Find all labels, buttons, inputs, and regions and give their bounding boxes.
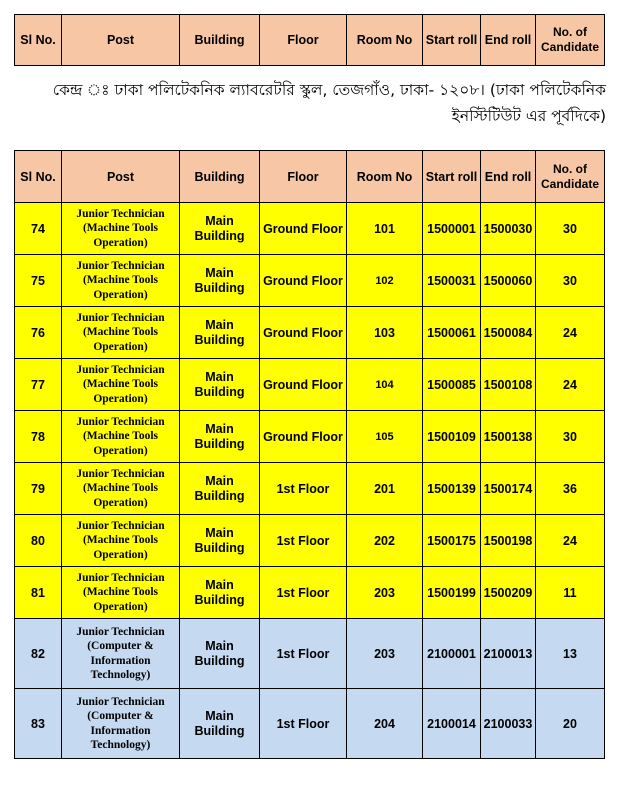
table-row	[15, 255, 605, 307]
post-cell-line: Junior Technician	[76, 571, 165, 584]
post-cell	[62, 463, 180, 515]
col-header-room: Room No	[347, 151, 423, 203]
floor-cell: 1st Floor	[260, 463, 347, 515]
floor-cell: 1st Floor	[260, 689, 347, 759]
end-roll-cell: 2100013	[481, 619, 536, 689]
post-cell-line: Information	[90, 654, 151, 667]
post-cell-line: (Machine Tools	[82, 378, 159, 391]
building-cell-line: Building	[194, 488, 245, 503]
col-header-post: Post	[62, 15, 180, 66]
floor-cell: Ground Floor	[260, 359, 347, 411]
sl-cell: 81	[15, 567, 62, 619]
building-cell	[180, 255, 260, 307]
table-row	[15, 463, 605, 515]
end-roll-cell: 1500174	[481, 463, 536, 515]
floor-cell: Ground Floor	[260, 411, 347, 463]
col-header-floor: Floor	[260, 151, 347, 203]
building-cell	[180, 515, 260, 567]
col-header-end-roll: End roll	[481, 151, 536, 203]
post-cell	[62, 515, 180, 567]
end-roll-cell: 1500030	[481, 203, 536, 255]
building-cell	[180, 689, 260, 759]
floor-cell: 1st Floor	[260, 567, 347, 619]
post-cell-line: Junior Technician	[76, 259, 165, 272]
start-roll-cell: 1500085	[423, 359, 481, 411]
end-roll-cell: 1500198	[481, 515, 536, 567]
post-cell	[62, 359, 180, 411]
end-roll-cell: 1500138	[481, 411, 536, 463]
start-roll-cell: 1500001	[423, 203, 481, 255]
post-cell-line: Operation)	[93, 600, 148, 613]
building-cell-line: Main	[205, 638, 234, 653]
post-cell-line: Junior Technician	[76, 207, 165, 220]
floor-cell: Ground Floor	[260, 255, 347, 307]
post-cell-line: (Computer &	[87, 640, 154, 652]
building-cell-line: Main	[205, 213, 234, 228]
sl-cell: 79	[15, 463, 62, 515]
end-roll-cell: 1500209	[481, 567, 536, 619]
post-cell	[62, 307, 180, 359]
building-cell-line: Main	[205, 577, 234, 592]
post-cell-line: Operation)	[93, 340, 148, 353]
candidate-count-cell: 20	[536, 689, 605, 759]
post-cell-line: (Machine Tools	[82, 222, 159, 235]
col-header-sl: Sl No.	[15, 15, 62, 66]
building-cell-line: Building	[194, 332, 245, 347]
post-cell-line: (Machine Tools	[82, 326, 159, 339]
building-cell-line: Building	[194, 436, 245, 451]
post-cell-line: Operation)	[93, 236, 148, 249]
room-cell: 201	[347, 463, 423, 515]
post-cell-line: Operation)	[93, 392, 148, 405]
start-roll-cell: 1500109	[423, 411, 481, 463]
building-cell-line: Building	[194, 540, 245, 555]
room-cell: 103	[347, 307, 423, 359]
building-cell	[180, 463, 260, 515]
col-header-candidates	[536, 151, 605, 203]
col-header-candidates-line2: Candidate	[540, 176, 599, 191]
col-header-start-roll: Start roll	[423, 151, 481, 203]
building-cell-line: Main	[205, 421, 234, 436]
candidate-count-cell: 30	[536, 203, 605, 255]
col-header-candidates-line2: Candidate	[540, 40, 599, 54]
building-cell	[180, 359, 260, 411]
centre-address-line1: কেন্দ্র ঃ ঢাকা পলিটেকনিক ল্যাবরেটরি স্কুল, তেজগাঁও, ঢাকা- ১২০৮। (ঢাকা পলিটেকনিক	[52, 81, 606, 99]
seat-plan-table	[14, 150, 605, 759]
end-roll-cell: 1500108	[481, 359, 536, 411]
col-header-building: Building	[180, 151, 260, 203]
col-header-candidates-line1: No. of	[553, 161, 587, 176]
building-cell-line: Main	[205, 317, 234, 332]
sl-cell: 76	[15, 307, 62, 359]
table-row	[15, 411, 605, 463]
post-cell-line: Junior Technician	[76, 695, 165, 708]
col-header-end-roll: End roll	[481, 15, 536, 66]
start-roll-cell: 2100014	[423, 689, 481, 759]
room-cell: 203	[347, 567, 423, 619]
post-cell	[62, 619, 180, 689]
sl-cell: 75	[15, 255, 62, 307]
header-row	[15, 151, 605, 203]
sl-cell: 82	[15, 619, 62, 689]
post-cell	[62, 255, 180, 307]
building-cell-line: Main	[205, 708, 234, 723]
sl-cell: 74	[15, 203, 62, 255]
building-cell	[180, 411, 260, 463]
post-cell-line: Operation)	[93, 496, 148, 509]
candidate-count-cell: 30	[536, 411, 605, 463]
col-header-sl: Sl No.	[15, 151, 62, 203]
table-row	[15, 515, 605, 567]
room-cell: 203	[347, 619, 423, 689]
post-cell	[62, 567, 180, 619]
post-cell-line: Junior Technician	[76, 415, 165, 428]
col-header-candidates	[536, 15, 605, 66]
table-row	[15, 203, 605, 255]
post-cell	[62, 203, 180, 255]
building-cell-line: Building	[194, 280, 245, 295]
floor-cell: Ground Floor	[260, 203, 347, 255]
post-cell-line: Junior Technician	[76, 467, 165, 480]
post-cell-line: (Machine Tools	[82, 482, 159, 495]
post-cell-line: (Machine Tools	[82, 534, 159, 547]
centre-address-line2: ইনস্টিটিউট এর পূর্বদিকে)	[451, 107, 606, 125]
room-cell: 101	[347, 203, 423, 255]
room-cell: 202	[347, 515, 423, 567]
room-cell: 204	[347, 689, 423, 759]
table-row	[15, 689, 605, 759]
candidate-count-cell: 13	[536, 619, 605, 689]
start-roll-cell: 1500061	[423, 307, 481, 359]
room-cell: 102	[347, 255, 423, 307]
centre-address	[14, 77, 606, 129]
col-header-building: Building	[180, 15, 260, 66]
post-cell-line: Operation)	[93, 288, 148, 301]
sl-cell: 83	[15, 689, 62, 759]
start-roll-cell: 2100001	[423, 619, 481, 689]
post-cell-line: Information	[90, 724, 151, 737]
floor-cell: Ground Floor	[260, 307, 347, 359]
col-header-post: Post	[62, 151, 180, 203]
post-cell	[62, 689, 180, 759]
building-cell	[180, 307, 260, 359]
top-header-table	[14, 14, 605, 66]
candidate-count-cell: 30	[536, 255, 605, 307]
start-roll-cell: 1500031	[423, 255, 481, 307]
post-cell-line: (Machine Tools	[82, 274, 159, 287]
post-cell-line: (Computer &	[87, 710, 154, 722]
building-cell-line: Building	[194, 592, 245, 607]
building-cell-line: Building	[194, 384, 245, 399]
sl-cell: 78	[15, 411, 62, 463]
header-row	[15, 15, 605, 66]
table-row	[15, 359, 605, 411]
room-cell: 105	[347, 411, 423, 463]
col-header-room: Room No	[347, 15, 423, 66]
post-cell-line: Junior Technician	[76, 363, 165, 376]
room-cell: 104	[347, 359, 423, 411]
post-cell-line: Junior Technician	[76, 311, 165, 324]
col-header-candidates-line1: No. of	[553, 25, 587, 39]
post-cell-line: Junior Technician	[76, 519, 165, 532]
candidate-count-cell: 24	[536, 307, 605, 359]
post-cell-line: (Machine Tools	[82, 430, 159, 443]
building-cell	[180, 619, 260, 689]
start-roll-cell: 1500199	[423, 567, 481, 619]
building-cell-line: Main	[205, 473, 234, 488]
table-row	[15, 619, 605, 689]
table-row	[15, 567, 605, 619]
col-header-start-roll: Start roll	[423, 15, 481, 66]
post-cell-line: Operation)	[93, 548, 148, 561]
post-cell-line: Technology)	[90, 669, 151, 681]
sl-cell: 80	[15, 515, 62, 567]
table-row	[15, 307, 605, 359]
col-header-floor: Floor	[260, 15, 347, 66]
building-cell	[180, 203, 260, 255]
post-cell-line: (Machine Tools	[82, 586, 159, 599]
floor-cell: 1st Floor	[260, 515, 347, 567]
sl-cell: 77	[15, 359, 62, 411]
candidate-count-cell: 36	[536, 463, 605, 515]
candidate-count-cell: 24	[536, 359, 605, 411]
floor-cell: 1st Floor	[260, 619, 347, 689]
post-cell	[62, 411, 180, 463]
candidate-count-cell: 11	[536, 567, 605, 619]
candidate-count-cell: 24	[536, 515, 605, 567]
building-cell-line: Building	[194, 723, 245, 738]
post-cell-line: Junior Technician	[76, 625, 165, 638]
end-roll-cell: 2100033	[481, 689, 536, 759]
start-roll-cell: 1500175	[423, 515, 481, 567]
building-cell-line: Main	[205, 265, 234, 280]
building-cell-line: Main	[205, 525, 234, 540]
start-roll-cell: 1500139	[423, 463, 481, 515]
post-cell-line: Technology)	[90, 739, 151, 751]
post-cell-line: Operation)	[93, 444, 148, 457]
end-roll-cell: 1500060	[481, 255, 536, 307]
building-cell-line: Building	[194, 228, 245, 243]
building-cell	[180, 567, 260, 619]
building-cell-line: Main	[205, 369, 234, 384]
end-roll-cell: 1500084	[481, 307, 536, 359]
building-cell-line: Building	[194, 653, 245, 668]
